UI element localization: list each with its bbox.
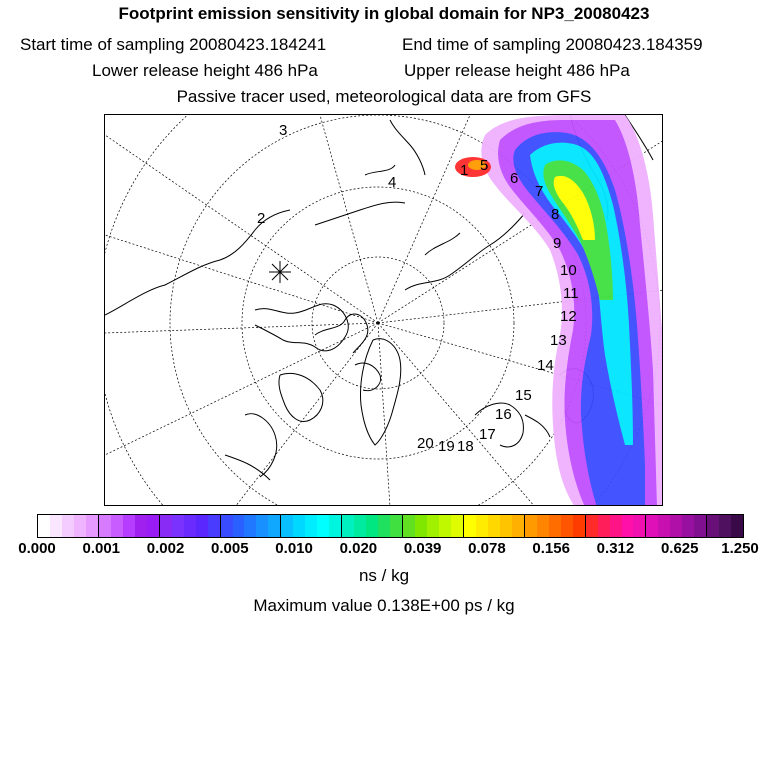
colorbar-swatch <box>135 515 147 537</box>
colorbar-swatch <box>99 515 111 537</box>
trajectory-label: 11 <box>563 285 579 302</box>
hudson-bay-coast <box>279 373 323 421</box>
colorbar-swatch <box>476 515 488 537</box>
colorbar-swatch <box>633 515 646 537</box>
colorbar-swatch <box>172 515 184 537</box>
colorbar-swatch <box>354 515 366 537</box>
colorbar-swatch <box>74 515 86 537</box>
colorbar-swatch <box>719 515 731 537</box>
colorbar-swatch <box>573 515 586 537</box>
colorbar-swatch <box>537 515 549 537</box>
colorbar-swatch <box>451 515 464 537</box>
colorbar-swatch <box>598 515 610 537</box>
colorbar-swatch <box>549 515 561 537</box>
colorbar-unit: ns / kg <box>358 566 410 585</box>
trajectory-label: 5 <box>480 157 489 174</box>
trajectory-label: 3 <box>279 122 288 139</box>
trajectory-label: 17 <box>479 426 496 443</box>
info-line: Passive tracer used, meteorological data are from GFS <box>176 87 592 106</box>
upper-height-label: Upper release height 486 hPa <box>404 61 630 80</box>
colorbar-swatch <box>342 515 354 537</box>
end-time-label: End time of sampling 20080423.184359 <box>402 35 703 54</box>
greenland-coast <box>361 339 401 445</box>
colorbar-swatch <box>293 515 305 537</box>
colorbar-swatch <box>366 515 378 537</box>
colorbar-swatch <box>731 515 743 537</box>
colorbar-swatch <box>329 515 342 537</box>
colorbar-swatch <box>86 515 99 537</box>
trajectory-label: 18 <box>457 438 474 455</box>
colorbar-swatch <box>646 515 658 537</box>
colorbar-swatch <box>111 515 123 537</box>
colorbar-swatch <box>147 515 160 537</box>
trajectory-label: 8 <box>551 206 560 223</box>
colorbar-tick-label: 0.010 <box>275 540 313 557</box>
colorbar-swatch <box>670 515 682 537</box>
colorbar-tick-label: 0.312 <box>596 540 635 557</box>
colorbar-swatch <box>196 515 208 537</box>
colorbar-swatch <box>525 515 537 537</box>
colorbar-tick-label: 0.005 <box>211 540 249 557</box>
colorbar-swatch <box>208 515 221 537</box>
colorbar-swatch <box>268 515 281 537</box>
colorbar-tick-label: 0.078 <box>468 540 506 557</box>
colorbar-swatch <box>390 515 403 537</box>
colorbar-swatch <box>427 515 439 537</box>
colorbar-tick-label: 0.002 <box>146 540 185 557</box>
trajectory-label: 9 <box>553 235 562 252</box>
siberia-coast <box>405 213 525 290</box>
colorbar-tick-label: 0.039 <box>403 540 442 557</box>
trajectory-label: 19 <box>438 438 455 455</box>
map-title: Footprint emission sensitivity in global domain for NP3_20080423 <box>118 4 650 23</box>
trajectory-label: 7 <box>535 183 544 200</box>
colorbar-swatch <box>233 515 245 537</box>
colorbar-swatch <box>500 515 512 537</box>
colorbar-swatch <box>415 515 427 537</box>
trajectory-label: 14 <box>537 357 554 374</box>
trajectory-label: 12 <box>560 308 577 325</box>
trajectory-label: 15 <box>515 387 532 404</box>
colorbar-swatch <box>305 515 317 537</box>
colorbar-tick-label: 0.000 <box>18 540 56 557</box>
colorbar-swatch <box>586 515 598 537</box>
lower-height-label: Lower release height 486 hPa <box>92 61 318 80</box>
colorbar-swatch <box>244 515 256 537</box>
colorbar-tick-label: 1.250 <box>721 540 759 557</box>
trajectory-label: 1 <box>460 162 469 179</box>
colorbar-tick-label: 0.020 <box>339 540 378 557</box>
trajectory-label: 10 <box>560 262 577 279</box>
colorbar-swatch <box>439 515 451 537</box>
colorbar-swatch <box>38 515 50 537</box>
colorbar-tick-label: 0.156 <box>532 540 570 557</box>
colorbar-swatch <box>512 515 525 537</box>
colorbar-swatch <box>403 515 415 537</box>
colorbar-swatch <box>622 515 634 537</box>
colorbar-swatch <box>281 515 293 537</box>
colorbar-swatch <box>123 515 135 537</box>
start-time-label: Start time of sampling 20080423.184241 <box>20 35 327 54</box>
colorbar-tick-label: 0.001 <box>82 540 121 557</box>
colorbar-swatch <box>682 515 694 537</box>
colorbar-swatch <box>694 515 707 537</box>
colorbar-swatch <box>464 515 476 537</box>
colorbar-swatch <box>62 515 74 537</box>
polar-map <box>104 114 663 506</box>
trajectory-label: 20 <box>417 435 434 452</box>
colorbar-tick-label: 0.625 <box>660 540 699 557</box>
colorbar-swatch <box>658 515 670 537</box>
trajectory-label: 2 <box>257 210 266 227</box>
labrador-coast <box>225 414 277 480</box>
colorbar-swatch <box>610 515 622 537</box>
release-point-marker <box>269 261 291 283</box>
kamchatka-coast <box>390 120 425 175</box>
colorbar-swatch <box>221 515 233 537</box>
colorbar-swatch <box>378 515 390 537</box>
trajectory-label: 13 <box>550 332 567 349</box>
maximum-value-label: Maximum value 0.138E+00 ps / kg <box>253 596 515 615</box>
trajectory-label: 4 <box>388 174 397 191</box>
colorbar-swatch <box>50 515 62 537</box>
trajectory-label: 16 <box>495 406 512 423</box>
colorbar-swatch <box>256 515 268 537</box>
colorbar-swatch <box>317 515 329 537</box>
colorbar-swatch <box>184 515 196 537</box>
colorbar-swatch <box>488 515 500 537</box>
colorbar-swatch <box>561 515 573 537</box>
colorbar <box>37 514 744 538</box>
trajectory-label: 6 <box>510 170 519 187</box>
colorbar-swatch <box>160 515 172 537</box>
colorbar-swatch <box>707 515 719 537</box>
